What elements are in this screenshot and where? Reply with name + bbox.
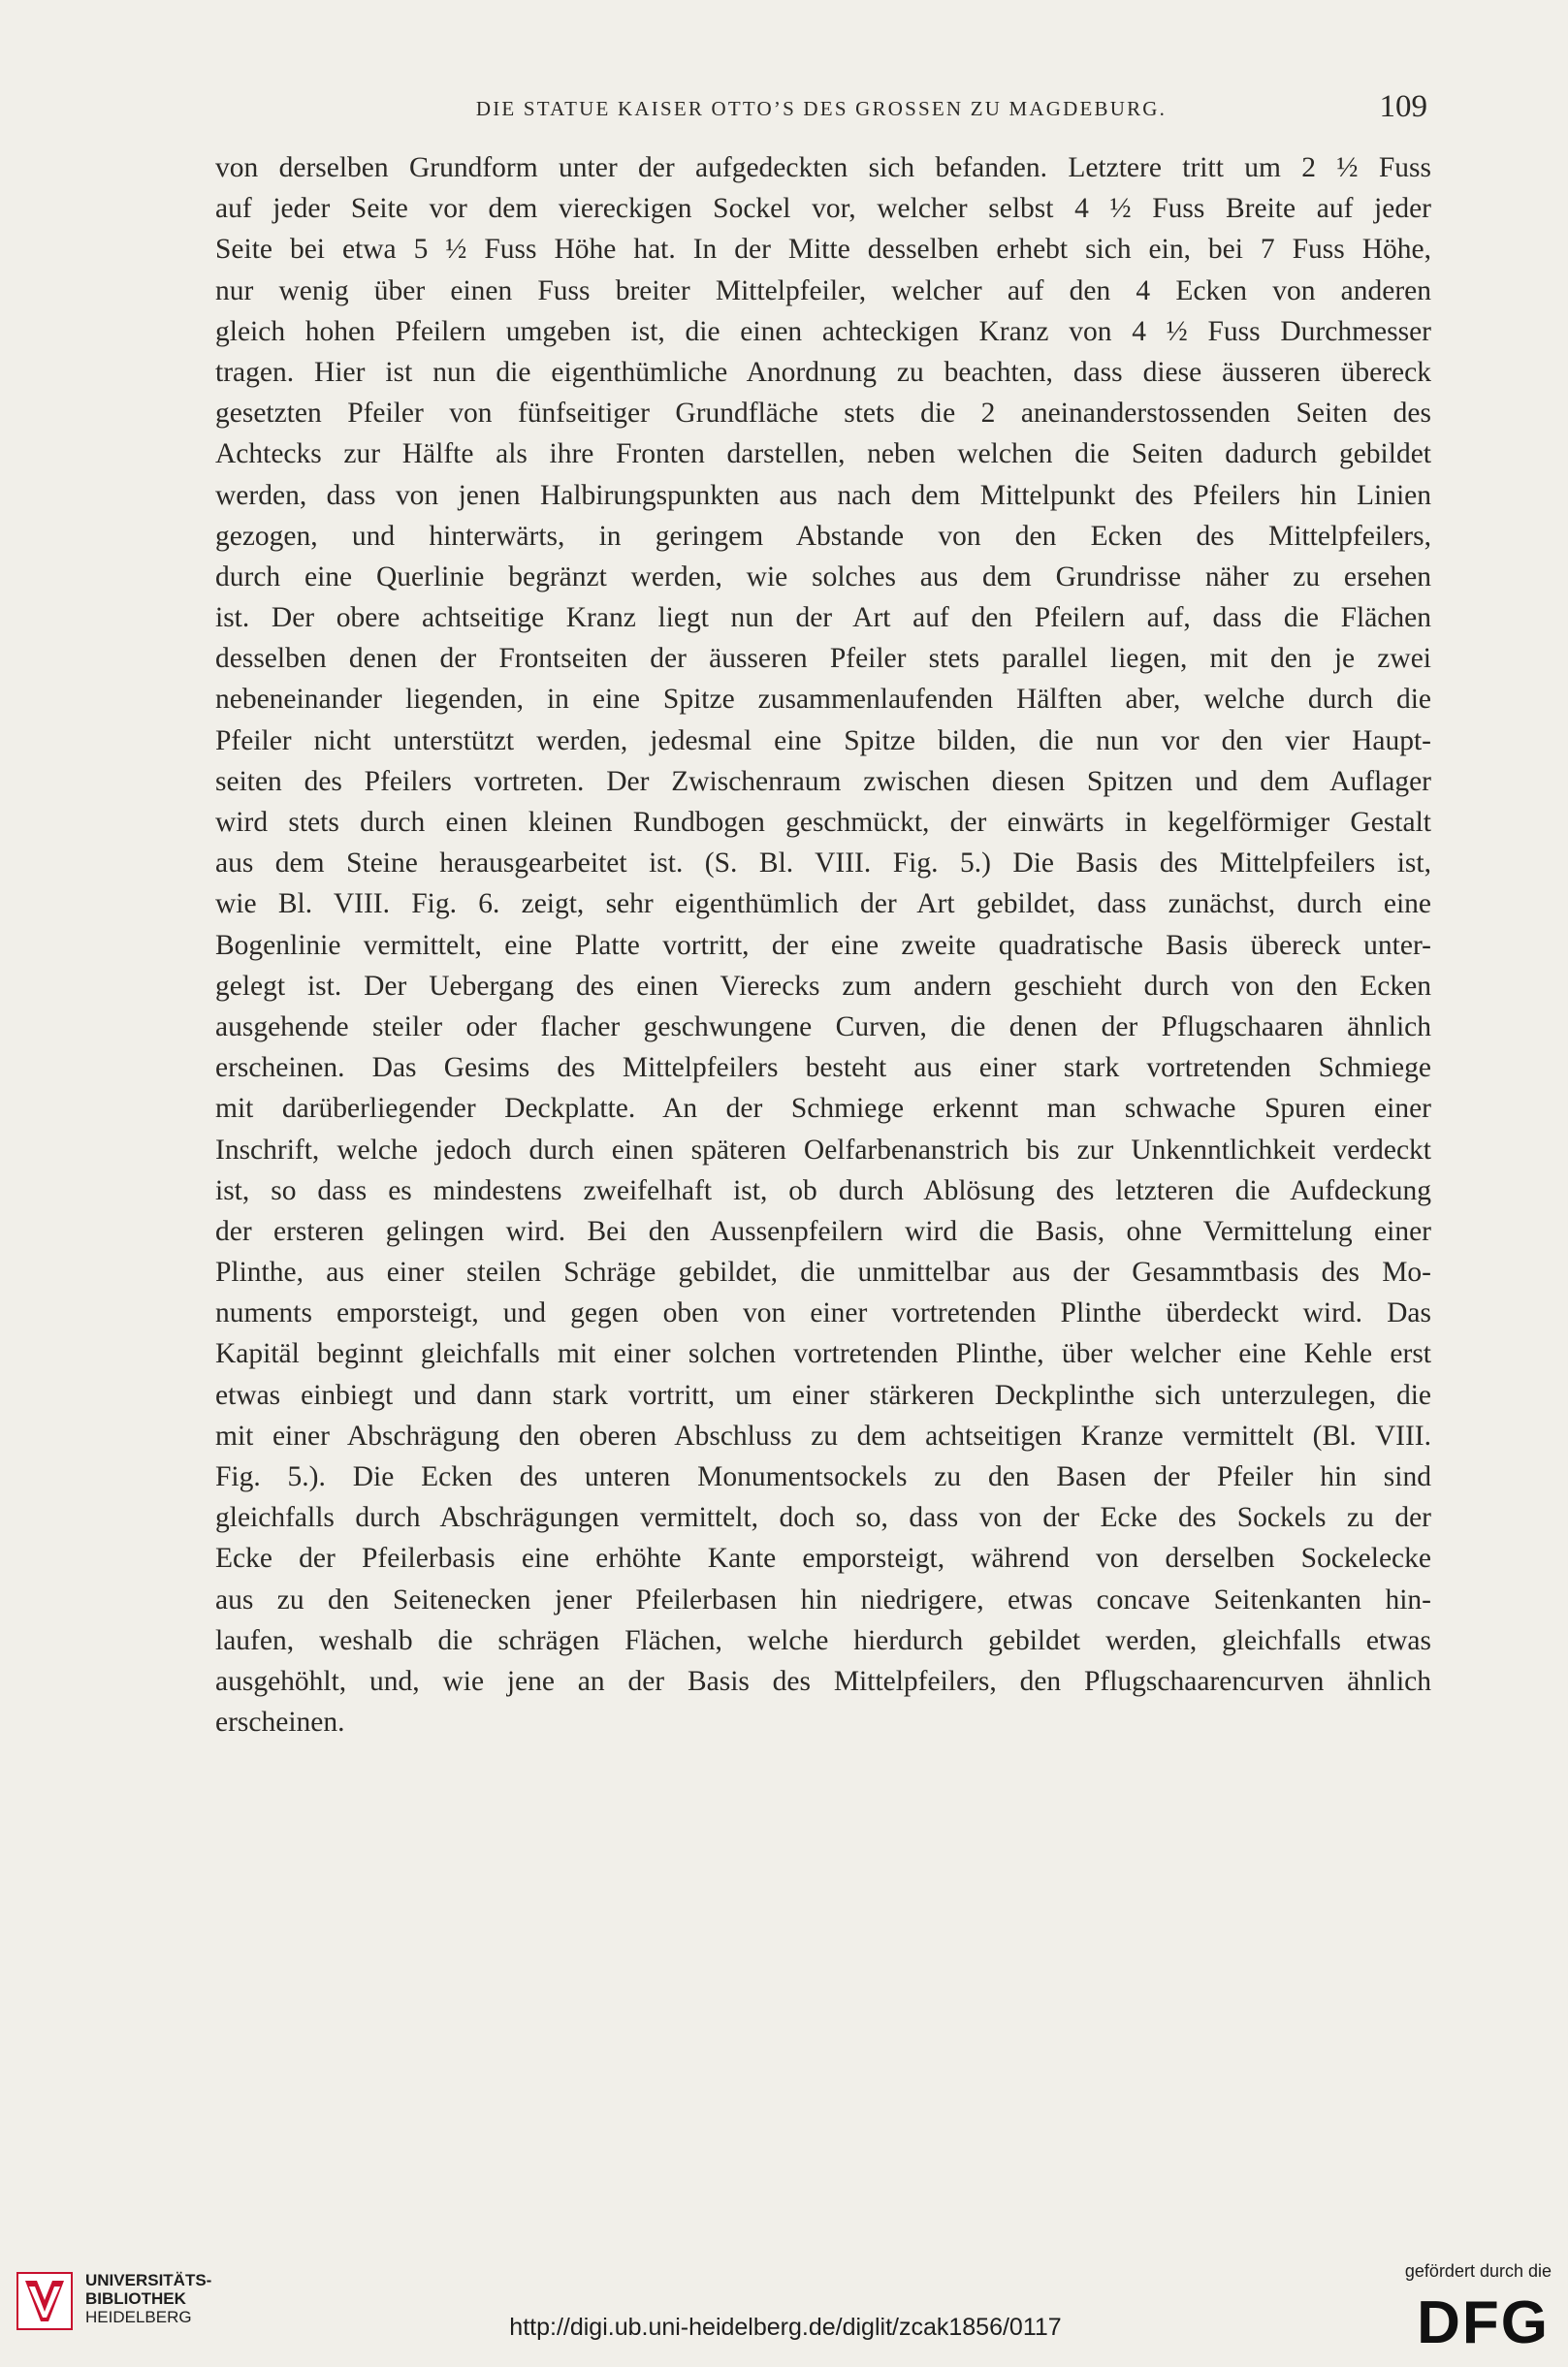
text-line: mit darüberliegender Deckplatte. An der Schmiege erkennt man schwache Spuren einer	[215, 1093, 1431, 1125]
text-line: der ersteren gelingen wird. Bei den Aussenpfeilern wird die Basis, ohne Vermittelung einer	[215, 1215, 1431, 1247]
text-line: gleich hohen Pfeilern umgeben ist, die einen achteckigen Kranz von 4 ½ Fuss Durchmesser	[215, 315, 1431, 347]
library-name-line: UNIVERSITÄTS-	[85, 2271, 212, 2289]
text-line: erscheinen. Das Gesims des Mittelpfeilers besteht aus einer stark vortretenden Schmiege	[215, 1052, 1431, 1084]
text-line: gleichfalls durch Abschrägungen vermittelt, doch so, dass von der Ecke des Sockels zu der	[215, 1502, 1431, 1534]
text-line: auf jeder Seite vor dem viereckigen Sockel vor, welcher selbst 4 ½ Fuss Breite auf jeder	[215, 193, 1431, 225]
text-line: gezogen, und hinterwärts, in geringem Abstande von den Ecken des Mittelpfeilers,	[215, 520, 1431, 552]
funding-note: gefördert durch die	[1404, 2261, 1552, 2281]
library-name-line: BIBLIOTHEK	[85, 2289, 186, 2308]
library-name-line: HEIDELBERG	[85, 2308, 192, 2326]
text-line: nur wenig über einen Fuss breiter Mittelpfeiler, welcher auf den 4 Ecken von anderen	[215, 274, 1431, 306]
dfg-logo-text: DFG	[1417, 2290, 1550, 2349]
dfg-logo-icon	[1377, 2290, 1552, 2349]
text-line: gesetzten Pfeiler von fünfseitiger Grundfläche stets die 2 aneinanderstossenden Seiten des	[215, 398, 1431, 430]
funder-logo[interactable]	[1358, 2261, 1552, 2358]
text-line: Inschrift, welche jedoch durch einen späteren Oelfarbenanstrich bis zur Unkenntlichkeit verdeckt	[215, 1134, 1431, 1166]
text-line: erscheinen.	[215, 1707, 345, 1739]
text-line: Plinthe, aus einer steilen Schräge gebildet, die unmittelbar aus der Gesammtbasis des Mo-	[215, 1257, 1431, 1289]
text-line: mit einer Abschrägung den oberen Abschluss zu dem achtseitigen Kranze vermittelt (Bl. VIII.	[215, 1420, 1431, 1452]
library-emblem-icon	[16, 2267, 74, 2335]
text-line: wird stets durch einen kleinen Rundbogen geschmückt, der einwärts in kegelförmiger Gestalt	[215, 807, 1431, 838]
running-head	[215, 89, 1427, 128]
running-title: DIE STATUE KAISER OTTO’S DES GROSSEN ZU MAGDEBURG.	[475, 97, 1168, 120]
source-url-link[interactable]: http://digi.ub.uni-heidelberg.de/diglit/zcak1856/0117	[509, 2314, 1062, 2341]
text-line: durch eine Querlinie begränzt werden, wie solches aus dem Grundrisse näher zu ersehen	[215, 560, 1431, 592]
text-line: laufen, weshalb die schrägen Flächen, welche hierdurch gebildet werden, gleichfalls etwas	[215, 1624, 1431, 1656]
text-line: tragen. Hier ist nun die eigenthümliche Anordnung zu beachten, dass diese äusseren übereck	[215, 356, 1431, 388]
text-line: seiten des Pfeilers vortreten. Der Zwischenraum zwischen diesen Spitzen und dem Auflager	[215, 765, 1431, 797]
text-line: Seite bei etwa 5 ½ Fuss Höhe hat. In der Mitte desselben erhebt sich ein, bei 7 Fuss Höhe,	[215, 234, 1431, 266]
text-line: nebeneinander liegenden, in eine Spitze zusammenlaufenden Hälften aber, welche durch die	[215, 684, 1431, 716]
text-line: Bogenlinie vermittelt, eine Platte vortritt, der eine zweite quadratische Basis übereck unter-	[215, 929, 1431, 961]
text-line: ist. Der obere achtseitige Kranz liegt nun der Art auf den Pfeilern auf, dass die Flächen	[215, 602, 1431, 634]
text-line: gelegt ist. Der Uebergang des einen Vierecks zum andern geschieht durch von den Ecken	[215, 970, 1431, 1002]
page-number: 109	[1379, 89, 1427, 124]
text-line: Pfeiler nicht unterstützt werden, jedesmal eine Spitze bilden, die nun vor den vier Haupt-	[215, 724, 1431, 756]
text-line: etwas einbiegt und dann stark vortritt, um einer stärkeren Deckplinthe sich unterzulegen, die	[215, 1379, 1431, 1411]
text-line: desselben denen der Frontseiten der äusseren Pfeiler stets parallel liegen, mit den je zwei	[215, 643, 1431, 675]
text-line: Fig. 5.). Die Ecken des unteren Monumentsockels zu den Basen der Pfeiler hin sind	[215, 1461, 1431, 1492]
text-line: werden, dass von jenen Halbirungspunkten aus nach dem Mittelpunkt des Pfeilers hin Linien	[215, 479, 1431, 511]
text-line: aus dem Steine herausgearbeitet ist. (S. Bl. VIII. Fig. 5.) Die Basis des Mittelpfeilers ist,	[215, 848, 1431, 880]
text-line: Achtecks zur Hälfte als ihre Fronten darstellen, neben welchen die Seiten dadurch gebildet	[215, 438, 1431, 470]
text-line: aus zu den Seitenecken jener Pfeilerbasen hin niedrigere, etwas concave Seitenkanten hin-	[215, 1583, 1431, 1615]
text-line: von derselben Grundform unter der aufgedeckten sich befanden. Letztere tritt um 2 ½ Fuss	[215, 152, 1431, 183]
text-line: Ecke der Pfeilerbasis eine erhöhte Kante emporsteigt, während von derselben Sockelecke	[215, 1543, 1431, 1575]
body-text	[215, 147, 1431, 1743]
text-line: ausgehende steiler oder flacher geschwungene Curven, die denen der Pflugschaaren ähnlich	[215, 1010, 1431, 1042]
text-line: wie Bl. VIII. Fig. 6. zeigt, sehr eigenthümlich der Art gebildet, dass zunächst, durch eine	[215, 888, 1431, 920]
text-line: ausgehöhlt, und, wie jene an der Basis des Mittelpfeilers, den Pflugschaarencurven ähnlich	[215, 1665, 1431, 1697]
text-line: numents emporsteigt, und gegen oben von einer vortretenden Plinthe überdeckt wird. Das	[215, 1297, 1431, 1329]
text-line: Kapitäl beginnt gleichfalls mit einer solchen vortretenden Plinthe, über welcher eine Kehle erst	[215, 1338, 1431, 1370]
text-line: ist, so dass es mindestens zweifelhaft ist, ob durch Ablösung des letzteren die Aufdeckung	[215, 1174, 1431, 1206]
library-logo[interactable]	[16, 2267, 306, 2335]
